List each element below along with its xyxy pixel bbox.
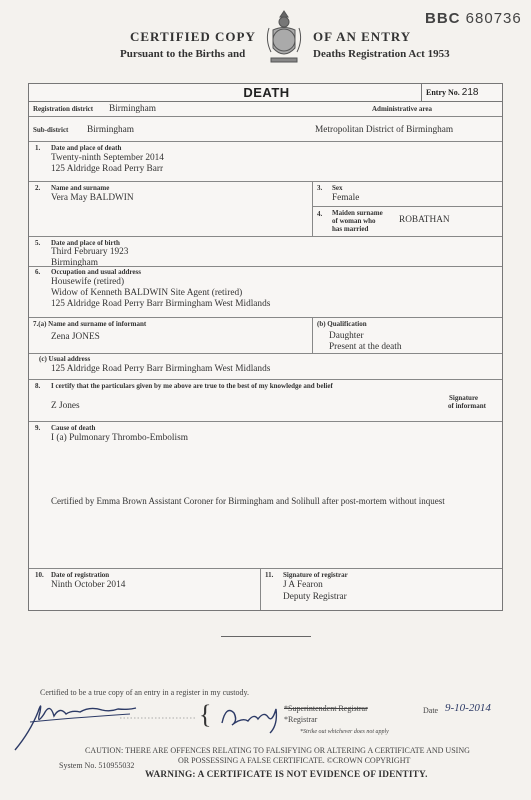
deputy-handwritten-signature [218,695,286,735]
birth-place: Birmingham [51,258,98,268]
field-6-number: 6. [35,268,41,276]
death-title-bar [29,84,502,102]
certificate-box [28,83,503,611]
field-11-label: Signature of registrar [283,571,348,579]
field-7a-number: 7.(a) Name and surname of informant [33,320,147,328]
registrar-name: J A Fearon [283,580,323,590]
administrative-area-value: Metropolitan District of Birmingham [315,125,454,135]
field-2-number: 2. [35,184,41,192]
field-8-number: 8. [35,382,41,390]
death-date: Twenty-ninth September 2014 [51,153,164,163]
system-number: System No. 510955032 [59,761,135,770]
caution-line-1: CAUTION: THERE ARE OFFENCES RELATING TO FALSIFYING OR ALTERING A CERTIFICATE AND USING [85,746,470,755]
informant-name: Zena JONES [51,332,100,342]
deceased-name: Vera May BALDWIN [51,193,134,203]
qualification-1: Daughter [329,331,364,341]
registrar-title: Deputy Registrar [283,592,347,602]
serial-digits: 680736 [465,10,522,27]
header-right-title: OF AN ENTRY [313,29,412,44]
field-4-label-1: Maiden surname [332,209,383,217]
informant-address: 125 Aldridge Road Perry Barr Birmingham West Midlands [51,364,271,374]
header-left-title: CERTIFIED COPY [130,29,256,44]
field-4-label-2: of woman who [332,217,376,225]
usual-address: 125 Aldridge Road Perry Barr Birmingham West Midlands [51,299,271,309]
superintendent-registrar-option: *Superintendent Registrar [284,704,368,713]
serial-number [425,10,522,27]
field-11-number: 11. [265,571,274,579]
registration-district-label: Registration district [33,105,94,113]
entry-no-value: 218 [461,87,479,98]
registrar-option: *Registrar [284,715,318,724]
sub-district-label: Sub-district [33,126,69,134]
birth-date: Third February 1923 [51,247,129,257]
registration-district-value: Birmingham [109,104,156,114]
informant-signature: Z Jones [51,401,80,411]
cause-of-death: I (a) Pulmonary Thrombo-Embolism [51,433,188,443]
date-label: Date [423,706,439,715]
field-6-label: Occupation and usual address [51,268,141,276]
field-10-number: 10. [35,571,44,579]
field-10-label: Date of registration [51,571,110,579]
caution-line-2: OR POSSESSING A FALSE CERTIFICATE. ©CROWN COPYRIGHT [178,756,411,765]
signature-label-2: of informant [448,402,486,410]
certified-true-copy-text: Certified to be a true copy of an entry in a register in my custody. [40,688,249,697]
field-1-number: 1. [35,144,41,152]
death-place: 125 Aldridge Road Perry Barr [51,164,164,174]
field-7c-label: (c) Usual address [39,355,91,363]
header-right-subtitle: Deaths Registration Act 1953 [313,48,450,60]
date-value: 9-10-2014 [445,702,491,714]
registrar-handwritten-signature [10,692,210,754]
administrative-area-label: Administrative area [372,105,432,113]
occupation: Housewife (retired) [51,277,125,287]
field-3-label: Sex [332,184,343,192]
signature-label-1: Signature [449,394,479,402]
sex-value: Female [332,193,360,203]
header-left-subtitle: Pursuant to the Births and [120,48,246,60]
certified-by: Certified by Emma Brown Assistant Coroner for Birmingham and Solihull after post-mortem without inquest [51,496,445,506]
field-5-label: Date and place of birth [51,239,120,247]
registration-date: Ninth October 2014 [51,580,126,590]
maiden-surname: ROBATHAN [399,215,450,225]
field-4-label-3: has married [332,225,369,233]
qualification-2: Present at the death [329,342,402,352]
royal-crest-icon [263,8,305,66]
field-1-label: Date and place of death [51,144,122,152]
field-2-label: Name and surname [51,184,110,192]
widow-of: Widow of Kenneth BALDWIN Site Agent (retired) [51,288,243,298]
field-7b-label: (b) Qualification [317,320,367,328]
field-4-number: 4. [317,210,323,218]
strike-out-note: *Strike out whichever does not apply [300,729,389,735]
field-8-label: I certify that the particulars given by me above are true to the best of my knowledge and belief [51,382,333,390]
field-9-label: Cause of death [51,424,96,432]
field-5-number: 5. [35,239,41,247]
certificate-title: DEATH [243,85,290,100]
brace-glyph: { [199,700,212,729]
serial-prefix: BBC [425,10,461,27]
field-9-number: 9. [35,424,41,432]
entry-number-box [421,84,502,101]
sub-district-value: Birmingham [87,125,134,135]
identity-warning: WARNING: A CERTIFICATE IS NOT EVIDENCE OF IDENTITY. [145,770,428,780]
entry-no-label: Entry No. [426,88,460,97]
field-3-number: 3. [317,184,323,192]
